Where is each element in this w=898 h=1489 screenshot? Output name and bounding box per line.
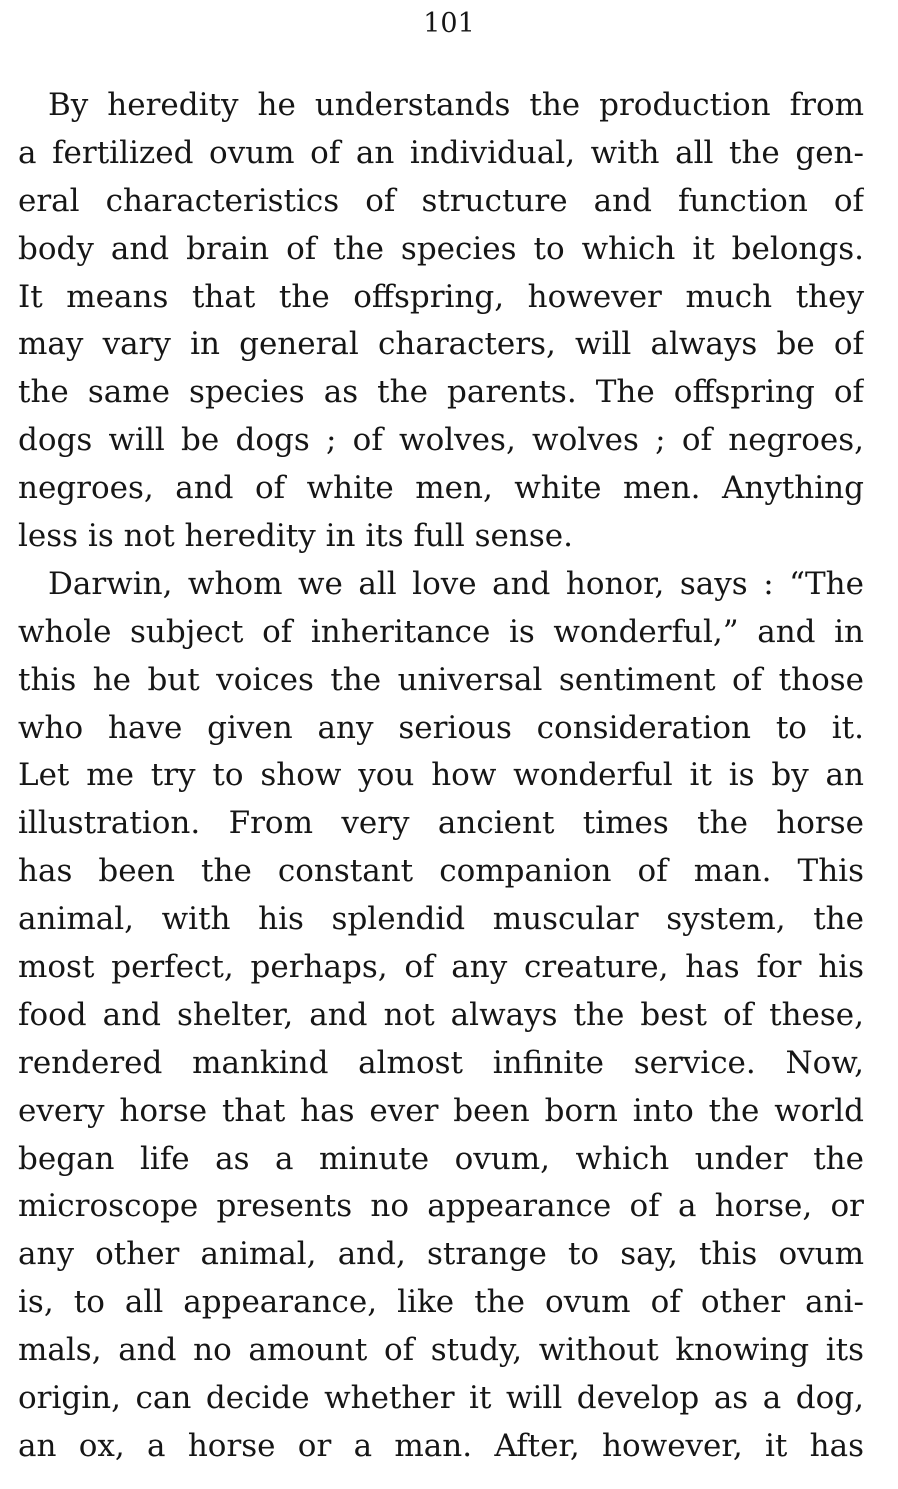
text-line: dogs will be dogs ; of wolves, wolves ; of negroes,	[18, 422, 864, 459]
text-line: began life as a minute ovum, which under the	[18, 1140, 864, 1177]
paragraph-heredity-definition	[18, 82, 864, 561]
paragraph-darwin-inheritance	[18, 561, 864, 1471]
text-line: who have given any serious consideration to it.	[18, 709, 864, 746]
text-line: Let me try to show you how wonderful it is by an	[18, 757, 864, 794]
text-line: eral characteristics of structure and function of	[18, 182, 864, 219]
text-line: body and brain of the species to which it belongs.	[18, 230, 864, 267]
text-line: Darwin, whom we all love and honor, says : “The	[48, 565, 864, 602]
text-line: rendered mankind almost infinite service. Now,	[18, 1044, 864, 1081]
text-line: origin, can decide whether it will develop as a dog,	[18, 1380, 864, 1417]
text-line: is, to all appearance, like the ovum of other ani-	[18, 1284, 864, 1321]
text-line: the same species as the parents. The offspring of	[18, 374, 864, 411]
text-line: an ox, a horse or a man. After, however, it has	[18, 1427, 864, 1464]
text-line: food and shelter, and not always the best of these,	[18, 996, 864, 1033]
text-line: mals, and no amount of study, without knowing its	[18, 1332, 864, 1369]
text-line: most perfect, perhaps, of any creature, has for his	[18, 949, 864, 986]
text-line: any other animal, and, strange to say, this ovum	[18, 1236, 864, 1273]
text-line: whole subject of inheritance is wonderful,” and in	[18, 613, 864, 650]
text-line: microscope presents no appearance of a horse, or	[18, 1188, 864, 1225]
body-text	[18, 82, 864, 1471]
text-line: negroes, and of white men, white men. Anything	[18, 470, 864, 507]
text-line: has been the constant companion of man. This	[18, 853, 864, 890]
page-number: 101	[423, 8, 475, 39]
text-line: It means that the offspring, however much they	[18, 278, 864, 315]
text-line: animal, with his splendid muscular system, the	[18, 901, 864, 938]
text-line: every horse that has ever been born into the world	[18, 1092, 864, 1129]
text-line: may vary in general characters, will always be of	[18, 326, 864, 363]
text-line: illustration. From very ancient times the horse	[18, 805, 864, 842]
text-line: a fertilized ovum of an individual, with all the gen-	[18, 134, 864, 171]
text-line: this he but voices the universal sentiment of those	[18, 661, 864, 698]
text-line: By heredity he understands the production from	[48, 87, 864, 123]
text-line: less is not heredity in its full sense.	[18, 518, 573, 555]
